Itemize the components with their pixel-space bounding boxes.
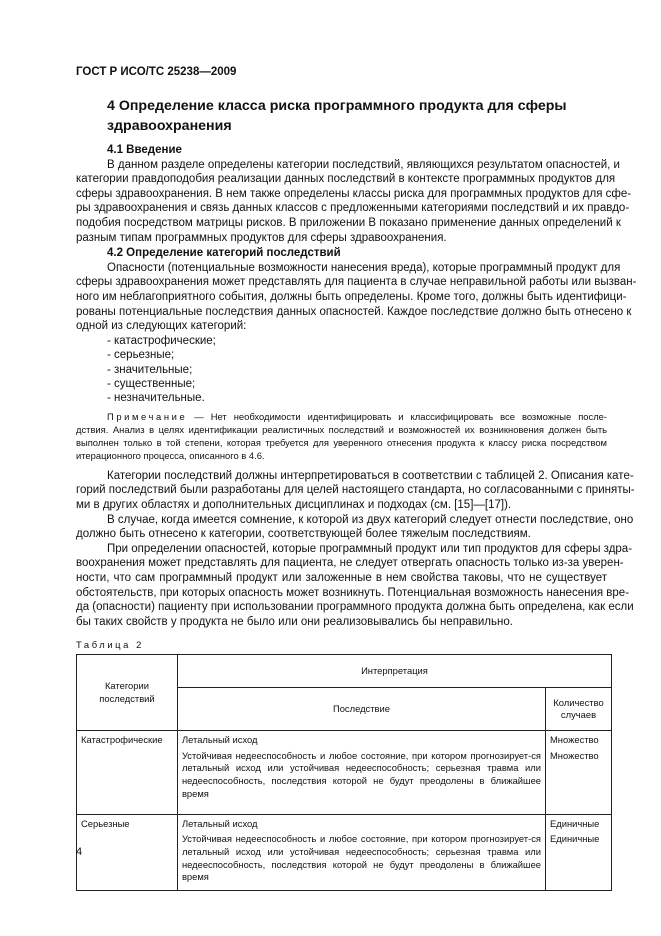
page-number: 4 [76,846,83,858]
text-line: ного им неблагоприятного события, должны быть определены. Кроме того, должны быть идентифици- [76,290,627,303]
section-title-line: здравоохранения [107,118,232,134]
category-cell: Серьезные [77,814,178,891]
category-cell: Катастрофические [77,731,178,815]
list-item: - существенные; [107,377,196,390]
section-title [107,96,607,136]
text-line [76,410,607,423]
subsection-title-4-2: 4.2 Определение категорий последствий [107,247,341,260]
consequence-text: Устойчивая недееспособность и любое состояние, при котором прогнозирует-ся летальный исход или устойчивая недееспособность; серьезная травма или недееспособность, последствия которой не будут преодолены в ближайшее время [181,833,541,883]
text-line: должно быть отнесено к категории, соответствующей более тяжелым последствиям. [76,528,531,541]
page-content [76,96,637,891]
text-line: При определении опасностей, которые программный продукт или тип продуктов для сферы здра- [107,542,633,555]
count-text: Множество [550,734,599,746]
count-text: Единичные [550,833,600,845]
list-item: - незначительные. [107,392,205,405]
consequence-cell [177,814,545,891]
consequence-text: Летальный исход [181,817,258,829]
text-line: ры здравоохранения и связь данных классов с предложенными категориями последствий и их правдо- [76,202,630,215]
header-interpretation: Интерпретация [177,655,611,688]
text-line: разным типам программных продуктов для сферы здравоохранения. [76,231,447,244]
note [76,410,607,462]
count-cell [546,731,612,815]
table-caption: Таблица 2 [76,639,144,651]
consequence-cell [177,731,545,815]
document-header: ГОСТ Р ИСО/ТС 25238—2009 [76,66,237,78]
text-line: итерационного процесса, описанного в 4.6. [76,449,265,461]
consequence-text: Устойчивая недееспособность и любое состояние, при котором прогнозирует-ся летальный исход или устойчивая недееспособность; серьезная травма или недееспособность, последствия которой не будут преодолены в ближайшее время [181,749,541,799]
text-line: ми в других областях и дополнительных дисциплинах и подходах (см. [15]—[17]). [76,498,512,511]
header-category: Категории последствий [77,655,178,731]
text-line: подобия посредством матрицы рисков. В приложении В показано применение данных определений к [76,216,621,229]
section-title-line: 4 Определение класса риска программного продукта для сферы [107,98,567,114]
list-item: - катастрофические; [107,334,216,347]
text-line: категории правдоподобия реализации данных последствий в контексте программных продуктов для [76,173,616,186]
text-line: сферы здравоохранения. В нем также определены классы риска для программных продуктов для сфе- [76,187,632,200]
table-row [77,731,612,815]
paragraph-hazard-determination [76,542,634,630]
text-line: да (опасности) пациенту при использовании программного продукта должна быть определена, как если [76,601,634,614]
text-line: сферы здравоохранения может представлять для пациента в случае неправильной работы или вызван- [76,276,637,289]
consequence-table [76,654,612,891]
paragraph-table-ref [76,469,635,513]
text-line: обстоятельств, при которых опасность может возникнуть. Потенциальная возможность нанесения вре- [76,586,630,599]
paragraph-intro [76,158,632,246]
header-count: Количество случаев [546,688,612,731]
list-item: - серьезные; [107,349,175,362]
list-item: - значительные; [107,363,193,376]
text-line: Опасности (потенциальные возможности нанесения вреда), которые программный продукт для [107,261,621,274]
header-consequence: Последствие [177,688,545,731]
paragraph-hazards [76,261,637,334]
note-text: — Нет необходимости идентифицировать и классифицировать все возможные после- [194,410,608,422]
text-line: рованы потенциальные последствия данных опасностей. Каждое последствие должно быть отнесено к [76,305,632,318]
text-line: одной из следующих категорий: [76,320,247,333]
text-line: горий последствий были разработаны для целей настоящего стандарта, но согласованными с приняты- [76,484,635,497]
subsection-title-4-1: 4.1 Введение [107,144,182,156]
category-list [76,334,607,406]
text-line: бы таких свойств у продукта не было или они реализовывались бы неправильно. [76,615,513,628]
text-line: ности, что сам программный продукт или заложенные в нем свойства таковы, что не существует [76,571,607,584]
note-label: Примечание [107,410,188,422]
count-cell [546,814,612,891]
text-line: В случае, когда имеется сомнение, к которой из двух категорий следует отнести последствие, оно [107,513,634,526]
text-line: выполнен только в той степени, которая требуется для уверенного отнесения продукта к классу риска посредством [76,436,607,448]
count-text: Множество [550,749,599,761]
text-line: Категории последствий должны интерпретироваться в соответствии с таблицей 2. Описания кате- [107,469,634,482]
text-line: В данном разделе определены категории последствий, являющихся результатом опасностей, и [107,158,620,171]
paragraph-doubt [76,513,634,542]
text-line: дствия. Анализ в целях идентификации реалистичных последствий и возможностей их возникновения должен быть [76,423,607,435]
consequence-text: Летальный исход [181,734,258,746]
text-line: воохранения может представлять для пациента, не следует отвергать опасность только из-за уверен- [76,557,624,570]
count-text: Единичные [550,817,600,829]
table-row [77,814,612,891]
